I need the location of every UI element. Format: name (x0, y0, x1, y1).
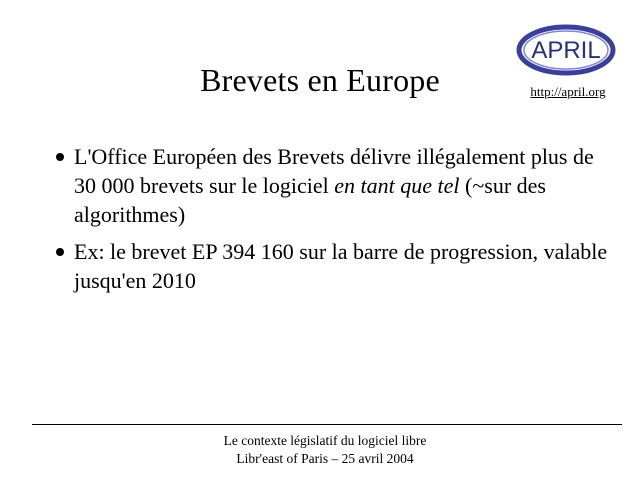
bullet-list (56, 142, 616, 303)
footer-line-2: Libr'east of Paris – 25 avril 2004 (236, 451, 414, 466)
slide-title: Brevets en Europe (200, 62, 440, 98)
bullet-item (56, 142, 616, 229)
bullet-item (56, 237, 616, 295)
logo-lettering: APRIL (531, 37, 601, 64)
bullet-text-tail: (~sur des algorithmes) (74, 173, 546, 227)
bullet-italic-text: en tant que tel (334, 173, 460, 198)
bullet-icon (56, 153, 64, 161)
bullet-text: Ex: le brevet EP 394 160 sur la barre de progression, valable jusqu'en 2010 (74, 239, 608, 293)
bullet-icon (56, 248, 64, 256)
footer-divider (32, 424, 622, 425)
april-url-link[interactable]: http://april.org (530, 84, 606, 99)
bullet-text: L'Office Européen des Brevets délivre illégalement plus de 30 000 brevets sur le logiciel (74, 144, 594, 198)
footer-line-1: Le contexte législatif du logiciel libre (223, 433, 427, 448)
april-logo-icon (516, 24, 616, 76)
footer (0, 432, 640, 468)
